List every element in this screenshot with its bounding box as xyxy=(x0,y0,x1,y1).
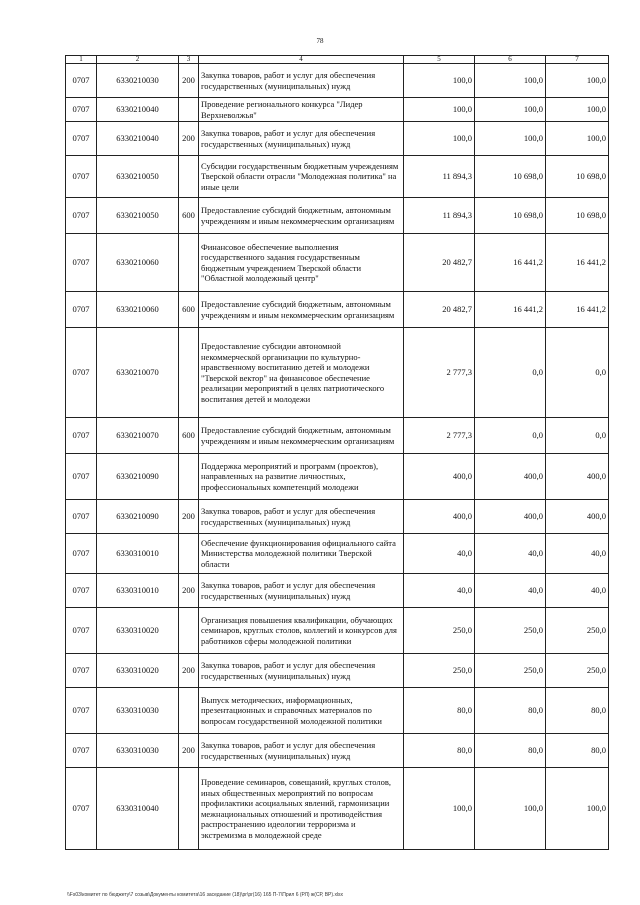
column-header-7: 7 xyxy=(546,56,609,64)
description-cell: Закупка товаров, работ и услуг для обеспечения государственных (муниципальных) нужд xyxy=(199,654,404,688)
expense-type-code-cell xyxy=(179,234,199,292)
amount-2020-cell: 10 698,0 xyxy=(475,198,546,234)
description-cell: Закупка товаров, работ и услуг для обеспечения государственных (муниципальных) нужд xyxy=(199,64,404,98)
description-cell: Обеспечение функционирования официального сайта Министерства молодежной политики Тверской области xyxy=(199,534,404,574)
description-cell: Закупка товаров, работ и услуг для обеспечения государственных (муниципальных) нужд xyxy=(199,574,404,608)
table-row xyxy=(66,64,609,98)
amount-2019-cell: 100,0 xyxy=(404,64,475,98)
section-code-cell: 0707 xyxy=(66,574,97,608)
amount-2021-cell: 80,0 xyxy=(546,688,609,734)
amount-2019-cell: 2 777,3 xyxy=(404,418,475,454)
section-code-cell: 0707 xyxy=(66,654,97,688)
expense-type-code-cell: 200 xyxy=(179,574,199,608)
amount-2019-cell: 11 894,3 xyxy=(404,156,475,198)
expense-type-code-cell xyxy=(179,688,199,734)
section-code-cell: 0707 xyxy=(66,156,97,198)
amount-2021-cell: 250,0 xyxy=(546,608,609,654)
table-row xyxy=(66,768,609,850)
table-body xyxy=(66,64,609,850)
amount-2019-cell: 400,0 xyxy=(404,454,475,500)
expense-type-code-cell xyxy=(179,534,199,574)
description-cell: Закупка товаров, работ и услуг для обеспечения государственных (муниципальных) нужд xyxy=(199,734,404,768)
amount-2019-cell: 80,0 xyxy=(404,688,475,734)
expense-type-code-cell: 200 xyxy=(179,122,199,156)
target-article-code-cell: 6330210090 xyxy=(97,454,179,500)
amount-2020-cell: 16 441,2 xyxy=(475,292,546,328)
table-row xyxy=(66,234,609,292)
target-article-code-cell: 6330210060 xyxy=(97,292,179,328)
amount-2020-cell: 0,0 xyxy=(475,328,546,418)
file-path-footer: \\Fs03\комитет по бюджету\7 созыв\Документы комитета\16 заседание (18)\pr\pr(16) 165 П-7\Прил 6 (РЛ) ж(СР, ВР).xlsx xyxy=(67,892,344,898)
amount-2021-cell: 80,0 xyxy=(546,734,609,768)
amount-2021-cell: 10 698,0 xyxy=(546,156,609,198)
amount-2020-cell: 100,0 xyxy=(475,98,546,122)
table-row xyxy=(66,574,609,608)
table-row xyxy=(66,534,609,574)
column-header-1: 1 xyxy=(66,56,97,64)
section-code-cell: 0707 xyxy=(66,768,97,850)
section-code-cell: 0707 xyxy=(66,688,97,734)
section-code-cell: 0707 xyxy=(66,734,97,768)
target-article-code-cell: 6330210060 xyxy=(97,234,179,292)
amount-2021-cell: 10 698,0 xyxy=(546,198,609,234)
amount-2020-cell: 400,0 xyxy=(475,500,546,534)
amount-2019-cell: 250,0 xyxy=(404,654,475,688)
expense-type-code-cell xyxy=(179,156,199,198)
expense-type-code-cell xyxy=(179,98,199,122)
header-row xyxy=(66,56,609,64)
amount-2019-cell: 2 777,3 xyxy=(404,328,475,418)
table-row xyxy=(66,608,609,654)
amount-2020-cell: 16 441,2 xyxy=(475,234,546,292)
description-cell: Организация повышения квалификации, обучающих семинаров, круглых столов, коллегий и конкурсов для работников сферы молодежной политики xyxy=(199,608,404,654)
table-row xyxy=(66,292,609,328)
description-cell: Проведение семинаров, совещаний, круглых столов, иных общественных мероприятий по вопросам профилактики асоциальных явлений, гармонизации межнациональных отношений и противодействия распространению идеологии терроризма и экстремизма в молодежной среде xyxy=(199,768,404,850)
description-cell: Предоставление субсидий бюджетным, автономным учреждениям и иным некоммерческим организациям xyxy=(199,198,404,234)
target-article-code-cell: 6330210070 xyxy=(97,328,179,418)
target-article-code-cell: 6330310010 xyxy=(97,574,179,608)
amount-2021-cell: 400,0 xyxy=(546,500,609,534)
target-article-code-cell: 6330210070 xyxy=(97,418,179,454)
section-code-cell: 0707 xyxy=(66,198,97,234)
amount-2021-cell: 100,0 xyxy=(546,122,609,156)
amount-2021-cell: 16 441,2 xyxy=(546,292,609,328)
description-cell: Закупка товаров, работ и услуг для обеспечения государственных (муниципальных) нужд xyxy=(199,500,404,534)
column-header-6: 6 xyxy=(475,56,546,64)
target-article-code-cell: 6330310030 xyxy=(97,734,179,768)
section-code-cell: 0707 xyxy=(66,534,97,574)
amount-2021-cell: 250,0 xyxy=(546,654,609,688)
description-cell: Предоставление субсидии автономной некоммерческой организации по культурно-нравственному воспитанию детей и молодежи "Тверской вектор" на финансовое обеспечение реализации мероприятий в целях патриотического воспитания детей и молодежи xyxy=(199,328,404,418)
table-row xyxy=(66,688,609,734)
expense-type-code-cell: 600 xyxy=(179,418,199,454)
amount-2019-cell: 11 894,3 xyxy=(404,198,475,234)
description-cell: Субсидии государственным бюджетным учреждениям Тверской области отрасли "Молодежная политика" на иные цели xyxy=(199,156,404,198)
table-row xyxy=(66,654,609,688)
table-row xyxy=(66,156,609,198)
expense-type-code-cell: 200 xyxy=(179,734,199,768)
amount-2020-cell: 80,0 xyxy=(475,688,546,734)
table-row xyxy=(66,418,609,454)
amount-2019-cell: 40,0 xyxy=(404,574,475,608)
target-article-code-cell: 6330210040 xyxy=(97,98,179,122)
section-code-cell: 0707 xyxy=(66,292,97,328)
description-cell: Предоставление субсидий бюджетным, автономным учреждениям и иным некоммерческим организациям xyxy=(199,418,404,454)
amount-2021-cell: 100,0 xyxy=(546,98,609,122)
amount-2019-cell: 100,0 xyxy=(404,98,475,122)
expense-type-code-cell xyxy=(179,328,199,418)
amount-2021-cell: 100,0 xyxy=(546,768,609,850)
amount-2019-cell: 400,0 xyxy=(404,500,475,534)
expense-type-code-cell: 600 xyxy=(179,198,199,234)
amount-2020-cell: 40,0 xyxy=(475,534,546,574)
table-row xyxy=(66,198,609,234)
expense-type-code-cell: 600 xyxy=(179,292,199,328)
amount-2020-cell: 40,0 xyxy=(475,574,546,608)
target-article-code-cell: 6330210050 xyxy=(97,156,179,198)
column-header-4: 4 xyxy=(199,56,404,64)
amount-2020-cell: 250,0 xyxy=(475,654,546,688)
amount-2021-cell: 16 441,2 xyxy=(546,234,609,292)
amount-2020-cell: 100,0 xyxy=(475,122,546,156)
amount-2019-cell: 40,0 xyxy=(404,534,475,574)
amount-2020-cell: 250,0 xyxy=(475,608,546,654)
section-code-cell: 0707 xyxy=(66,454,97,500)
expense-type-code-cell: 200 xyxy=(179,654,199,688)
section-code-cell: 0707 xyxy=(66,64,97,98)
page-number: 78 xyxy=(316,37,324,45)
amount-2020-cell: 100,0 xyxy=(475,64,546,98)
amount-2021-cell: 40,0 xyxy=(546,574,609,608)
amount-2019-cell: 100,0 xyxy=(404,768,475,850)
section-code-cell: 0707 xyxy=(66,500,97,534)
section-code-cell: 0707 xyxy=(66,98,97,122)
amount-2019-cell: 80,0 xyxy=(404,734,475,768)
column-header-5: 5 xyxy=(404,56,475,64)
amount-2019-cell: 20 482,7 xyxy=(404,234,475,292)
table-row xyxy=(66,734,609,768)
expense-type-code-cell xyxy=(179,768,199,850)
description-cell: Финансовое обеспечение выполнения государственного задания государственным бюджетным учреждением Тверской области "Областной молодежный центр" xyxy=(199,234,404,292)
amount-2020-cell: 100,0 xyxy=(475,768,546,850)
target-article-code-cell: 6330210040 xyxy=(97,122,179,156)
amount-2021-cell: 100,0 xyxy=(546,64,609,98)
table-row xyxy=(66,122,609,156)
amount-2021-cell: 400,0 xyxy=(546,454,609,500)
amount-2020-cell: 0,0 xyxy=(475,418,546,454)
description-cell: Поддержка мероприятий и программ (проектов), направленных на развитие личностных, профессиональных компетенций молодежи xyxy=(199,454,404,500)
section-code-cell: 0707 xyxy=(66,122,97,156)
section-code-cell: 0707 xyxy=(66,418,97,454)
column-header-3: 3 xyxy=(179,56,199,64)
table-row xyxy=(66,98,609,122)
target-article-code-cell: 6330210030 xyxy=(97,64,179,98)
expense-type-code-cell: 200 xyxy=(179,500,199,534)
amount-2021-cell: 40,0 xyxy=(546,534,609,574)
amount-2019-cell: 250,0 xyxy=(404,608,475,654)
target-article-code-cell: 6330310020 xyxy=(97,608,179,654)
amount-2021-cell: 0,0 xyxy=(546,418,609,454)
expense-type-code-cell xyxy=(179,454,199,500)
description-cell: Предоставление субсидий бюджетным, автономным учреждениям и иным некоммерческим организациям xyxy=(199,292,404,328)
target-article-code-cell: 6330210050 xyxy=(97,198,179,234)
amount-2020-cell: 400,0 xyxy=(475,454,546,500)
table-row xyxy=(66,328,609,418)
target-article-code-cell: 6330210090 xyxy=(97,500,179,534)
amount-2021-cell: 0,0 xyxy=(546,328,609,418)
column-header-2: 2 xyxy=(97,56,179,64)
amount-2019-cell: 100,0 xyxy=(404,122,475,156)
budget-table xyxy=(65,55,609,850)
target-article-code-cell: 6330310020 xyxy=(97,654,179,688)
description-cell: Проведение регионального конкурса "Лидер Верхневолжья" xyxy=(199,98,404,122)
section-code-cell: 0707 xyxy=(66,234,97,292)
section-code-cell: 0707 xyxy=(66,608,97,654)
target-article-code-cell: 6330310040 xyxy=(97,768,179,850)
amount-2020-cell: 10 698,0 xyxy=(475,156,546,198)
target-article-code-cell: 6330310030 xyxy=(97,688,179,734)
description-cell: Закупка товаров, работ и услуг для обеспечения государственных (муниципальных) нужд xyxy=(199,122,404,156)
expense-type-code-cell: 200 xyxy=(179,64,199,98)
table-row xyxy=(66,454,609,500)
expense-type-code-cell xyxy=(179,608,199,654)
amount-2020-cell: 80,0 xyxy=(475,734,546,768)
section-code-cell: 0707 xyxy=(66,328,97,418)
amount-2019-cell: 20 482,7 xyxy=(404,292,475,328)
table-row xyxy=(66,500,609,534)
target-article-code-cell: 6330310010 xyxy=(97,534,179,574)
description-cell: Выпуск методических, информационных, презентационных и справочных материалов по вопросам государственной молодежной политики xyxy=(199,688,404,734)
